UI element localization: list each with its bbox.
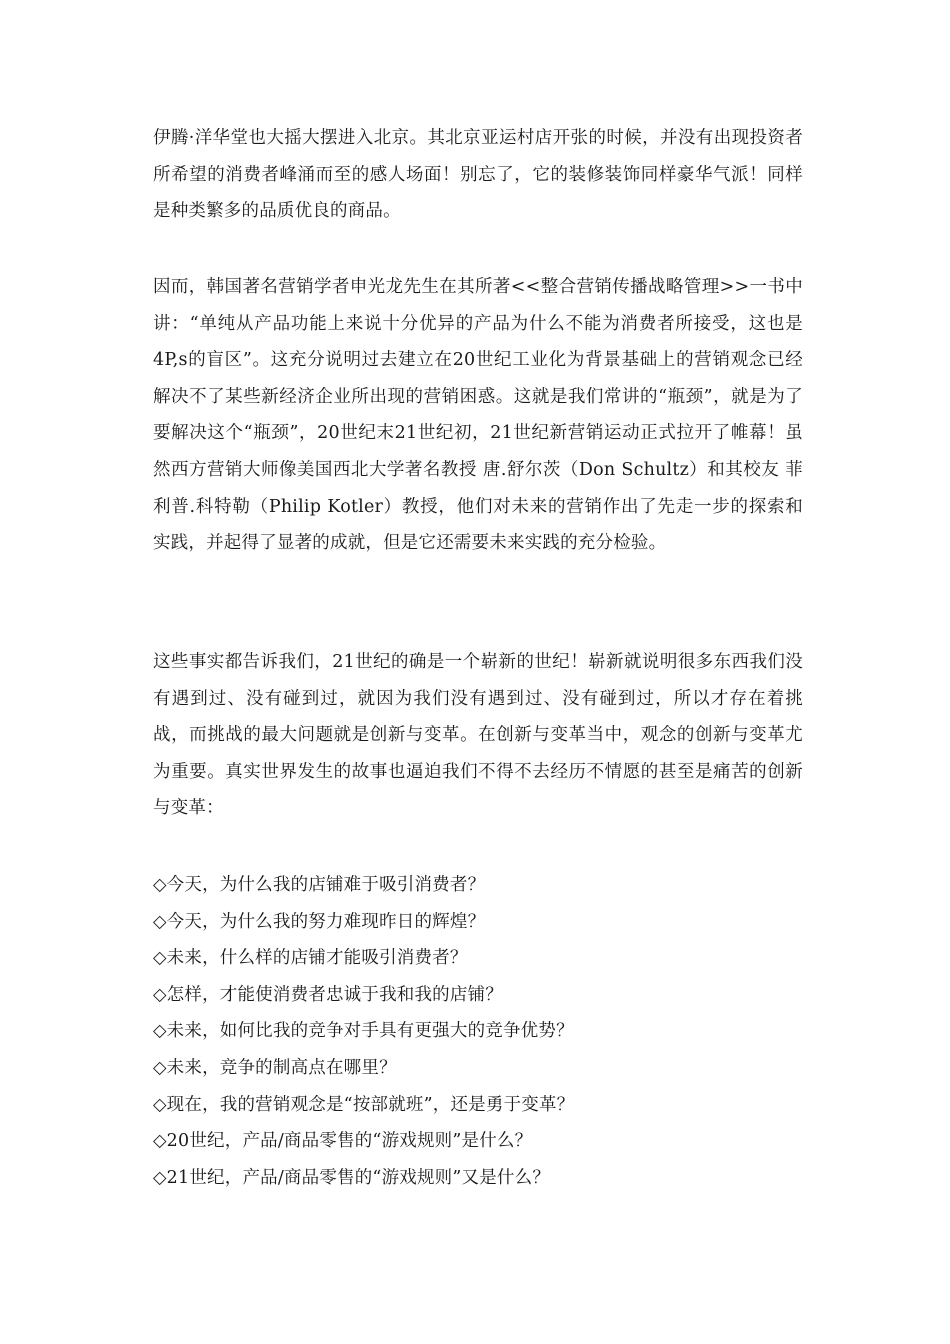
paragraph-innovation-challenge: 这些事实都告诉我们，21世纪的确是一个崭新的世纪！崭新就说明很多东西我们没有遇到过、没有碰到过，就因为我们没有遇到过、没有碰到过，所以才存在着挑战，而挑战的最大问题就是创新与变革。在创新与变革当中，观念的创新与变革尤为重要。真实世界发生的故事也逼迫我们不得不去经历不情愿的甚至是痛苦的创新与变革： (153, 652, 803, 819)
question-text: 今天，为什么我的努力难现昨日的辉煌？ (166, 911, 486, 932)
list-item (153, 1013, 803, 1050)
list-item (153, 1123, 803, 1160)
question-text: 今天，为什么我的店铺难于吸引消费者？ (166, 875, 486, 895)
question-text: 现在，我的营销观念是“按部就班”，还是勇于变革？ (166, 1094, 575, 1115)
diamond-bullet-icon: ◇ (153, 1057, 167, 1078)
diamond-bullet-icon: ◇ (153, 875, 167, 895)
list-item (153, 867, 803, 904)
diamond-bullet-icon: ◇ (153, 911, 167, 932)
question-text: 未来，如何比我的竞争对手具有更强大的竞争优势？ (166, 1021, 574, 1042)
diamond-bullet-icon: ◇ (153, 1131, 167, 1152)
question-text: 怎样，才能使消费者忠诚于我和我的店铺？ (166, 984, 503, 1005)
list-item (153, 1160, 803, 1197)
question-text: 21世纪，产品/商品零售的“游戏规则”又是什么？ (166, 1167, 551, 1188)
paragraph-4ps-blind-spot: 因而，韩国著名营销学者申光龙先生在其所著<<整合营销传播战略管理>>一书中讲：“单纯从产品功能上来说十分优异的产品为什么不能为消费者所接受，这也是4P,s的盲区”。这充分说明过去建立在20世纪工业化为背景基础上的营销观念已经解决不了某些新经济企业所出现的营销困惑。这就是我们常讲的“瓶颈”，就是为了要解决这个“瓶颈”，20世纪末21世纪初，21世纪新营销运动正式拉开了帷幕！虽然西方营销大师像美国西北大学著名教授 唐.舒尔茨（Don Schultz）和其校友 菲利普.科特勒（Philip Kotler）教授，他们对未来的营销作出了先走一步的探索和实践，并起得了显著的成就，但是它还需要未来实践的充分检验。 (153, 277, 803, 554)
paragraph-ito-yokado: 伊腾·洋华堂也大摇大摆进入北京。其北京亚运村店开张的时候，并没有出现投资者所希望的消费者峰涌而至的感人场面！别忘了，它的装修装饰同样豪华气派！同样是种类繁多的品质优良的商品。 (153, 128, 803, 222)
list-item (153, 977, 803, 1014)
diamond-bullet-icon: ◇ (153, 1021, 167, 1042)
list-item (153, 1087, 803, 1124)
question-text: 20世纪，产品/商品零售的“游戏规则”是什么？ (166, 1131, 533, 1152)
list-item (153, 904, 803, 941)
question-text: 未来，竞争的制高点在哪里？ (166, 1057, 397, 1078)
diamond-bullet-icon: ◇ (153, 1094, 167, 1115)
diamond-bullet-icon: ◇ (153, 1167, 167, 1188)
diamond-bullet-icon: ◇ (153, 948, 167, 969)
list-item (153, 940, 803, 977)
question-text: 未来，什么样的店铺才能吸引消费者？ (166, 948, 468, 969)
question-list (153, 867, 803, 1196)
diamond-bullet-icon: ◇ (153, 984, 167, 1005)
list-item (153, 1050, 803, 1087)
